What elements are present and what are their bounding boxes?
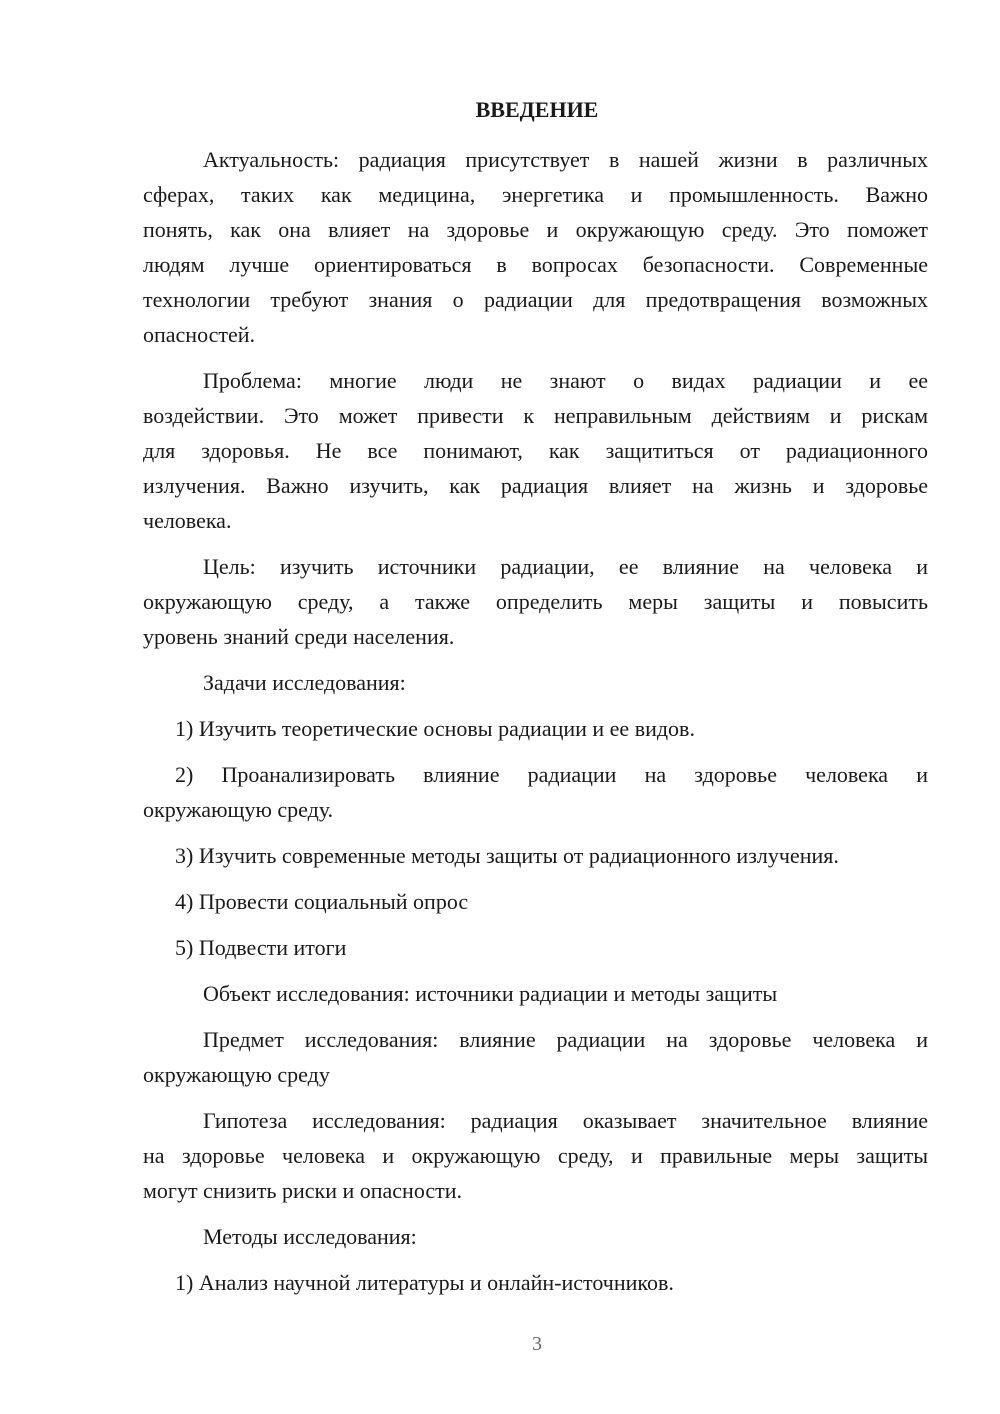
- text-line: излучения. Важно изучить, как радиация влияет на жизнь и здоровье: [143, 473, 928, 498]
- text-line: понять, как она влияет на здоровье и окружающую среду. Это поможет: [143, 217, 928, 242]
- text-line: 5) Подвести итоги: [175, 935, 347, 960]
- text-line: 1) Анализ научной литературы и онлайн-источников.: [175, 1270, 674, 1295]
- text-line: 2) Проанализировать влияние радиации на здоровье человека и: [175, 762, 928, 787]
- paragraph: [143, 549, 928, 654]
- text-line: окружающую среду: [143, 1062, 330, 1087]
- text-line: Проблема: многие люди не знают о видах радиации и ее: [203, 368, 928, 393]
- list-item: [143, 930, 928, 965]
- list-item: [143, 711, 928, 746]
- text-line: уровень знаний среди населения.: [143, 624, 455, 649]
- paragraph: [143, 1103, 928, 1208]
- paragraph: [143, 142, 928, 352]
- text-line: людям лучше ориентироваться в вопросах безопасности. Современные: [143, 252, 928, 277]
- text-line: Объект исследования: источники радиации и методы защиты: [203, 981, 778, 1006]
- paragraph: [143, 1219, 928, 1254]
- text-line: Цель: изучить источники радиации, ее влияние на человека и: [203, 554, 928, 579]
- text-line: Гипотеза исследования: радиация оказывает значительное влияние: [203, 1108, 928, 1133]
- paragraph: [143, 665, 928, 700]
- list-item: [143, 838, 928, 873]
- text-line: для здоровья. Не все понимают, как защититься от радиационного: [143, 438, 928, 463]
- text-line: могут снизить риски и опасности.: [143, 1178, 463, 1203]
- text-line: технологии требуют знания о радиации для предотвращения возможных: [143, 287, 928, 312]
- paragraph: [143, 363, 928, 538]
- page-number: 3: [532, 1333, 542, 1355]
- page-title: ВВЕДЕНИЕ: [475, 97, 599, 122]
- list-item: [143, 884, 928, 919]
- text-line: Задачи исследования:: [203, 670, 406, 695]
- document-body: [143, 142, 928, 1311]
- text-line: сферах, таких как медицина, энергетика и промышленность. Важно: [143, 182, 928, 207]
- list-item: [143, 757, 928, 827]
- text-line: 1) Изучить теоретические основы радиации и ее видов.: [175, 716, 695, 741]
- text-line: Методы исследования:: [203, 1224, 417, 1249]
- text-line: 3) Изучить современные методы защиты от радиационного излучения.: [175, 843, 839, 868]
- text-line: человека.: [143, 508, 232, 533]
- paragraph: [143, 976, 928, 1011]
- text-line: Актуальность: радиация присутствует в нашей жизни в различных: [203, 147, 928, 172]
- list-item: [143, 1265, 928, 1300]
- text-line: воздействии. Это может привести к неправильным действиям и рискам: [143, 403, 928, 428]
- text-line: окружающую среду, а также определить меры защиты и повысить: [143, 589, 928, 614]
- text-line: окружающую среду.: [143, 797, 334, 822]
- text-line: Предмет исследования: влияние радиации на здоровье человека и: [203, 1027, 928, 1052]
- text-line: опасностей.: [143, 322, 256, 347]
- text-line: 4) Провести социальный опрос: [175, 889, 469, 914]
- paragraph: [143, 1022, 928, 1092]
- text-line: на здоровье человека и окружающую среду, и правильные меры защиты: [143, 1143, 928, 1168]
